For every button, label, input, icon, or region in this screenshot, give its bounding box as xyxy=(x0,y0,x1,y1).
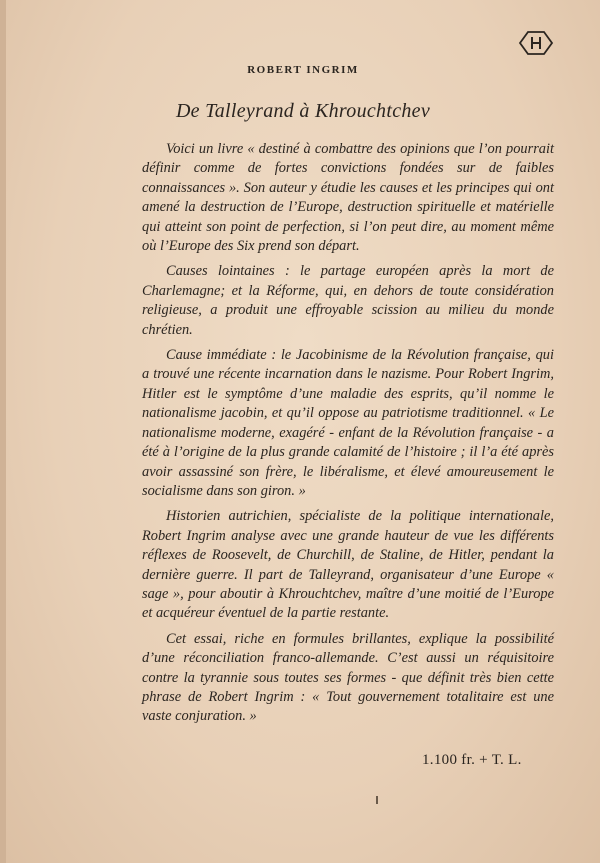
paragraph: Cause immédiate : le Jacobinisme de la Révolution française, qui a trouvé une récente incarnation dans le nazisme. Pour Robert Ingrim, Hitler est le symptôme d’une maladie des esprits, qu’il nomme le nationalisme jacobin, et qu’il oppose au patriotisme traditionnel. « Le nationalisme moderne, exagéré - enfant de la Révolution française - a été à l’origine de la plus grande calamité de l’histoire ; il l’a été après avoir assassiné son frère, le libéralisme, et élevé amoureusement le socialisme dans son giron. » xyxy=(142,347,554,499)
paragraph: Causes lointaines : le partage européen après la mort de Charlemagne; et la Réforme, qui, en dehors de toute considération religieuse, a produit une effroyable scission au milieu du monde chrétien. xyxy=(142,263,554,338)
book-title: De Talleyrand à Khrouchtchev xyxy=(175,100,431,122)
paragraph: Voici un livre « destiné à combattre des opinions que l’on pourrait définir comme de fortes convictions fondées sur de faibles connaissances ». Son auteur y étudie les causes et les principes qui ont amené la destruction de l’Europe, destruction spirituelle et matérielle qui atteint son point de perfection, si l’on peut dire, au moment même où l’Europe des Six prend son départ. xyxy=(142,141,554,255)
author-name: ROBERT INGRIM xyxy=(247,64,359,76)
paragraph: Cet essai, riche en formules brillantes, explique la possibilité d’une réconciliation franco-allemande. C’est aussi un réquisitoire contre la tyrannie sous toutes ses formes - que définit très bien cette phrase de Robert Ingrim : « Tout gouvernement totalitaire est une vaste conjuration. » xyxy=(142,630,554,725)
blurb-text xyxy=(142,140,554,733)
publisher-logo-icon xyxy=(518,30,554,56)
price-label: 1.100 fr. + T. L. xyxy=(422,752,522,768)
paragraph: Historien autrichien, spécialiste de la politique internationale, Robert Ingrim analyse avec une grande hauteur de vue les différents réflexes de Roosevelt, de Churchill, de Staline, de Hitler, pendant la dernière guerre. Il part de Talleyrand, organisateur d’une Europe « sage », pour aboutir à Khrouchtchev, maître d’une moitié de l’Europe et acquéreur éventuel de la partie restante. xyxy=(142,508,554,622)
fold-mark xyxy=(376,796,378,804)
